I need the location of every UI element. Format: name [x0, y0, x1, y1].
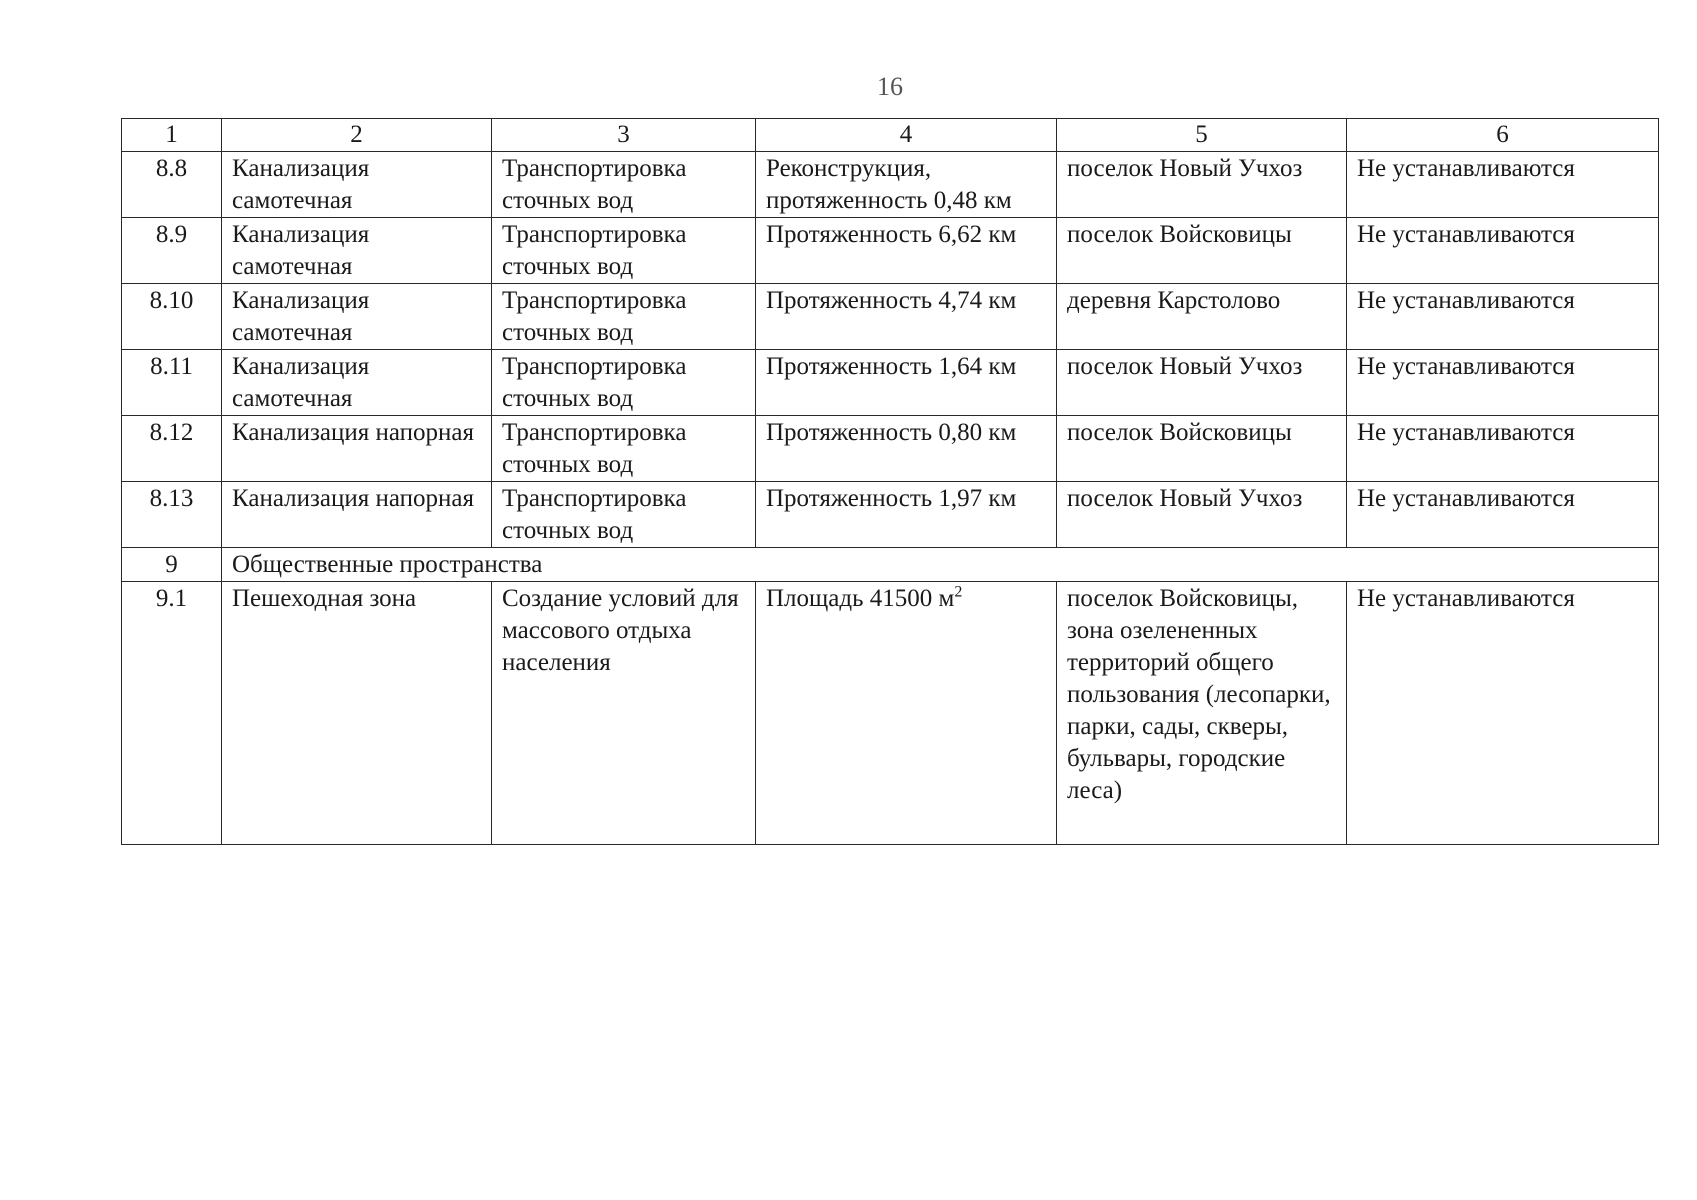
column-header: 1	[122, 119, 222, 152]
object-location: поселок Войсковицы	[1057, 218, 1347, 284]
section-number: 9	[122, 548, 222, 582]
object-name: Канализация самотечная	[222, 284, 492, 350]
section-row	[122, 548, 1659, 582]
table-row	[122, 152, 1659, 218]
row-number: 8.8	[122, 152, 222, 218]
object-location: поселок Новый Учхоз	[1057, 482, 1347, 548]
row-number: 8.12	[122, 416, 222, 482]
object-location: деревня Карстолово	[1057, 284, 1347, 350]
row-number: 9.1	[122, 582, 222, 845]
object-zones: Не устанавливаются	[1347, 284, 1659, 350]
object-characteristics: Реконструкция, протяженность 0,48 км	[756, 152, 1057, 218]
object-purpose: Транспортировка сточных вод	[492, 284, 756, 350]
object-characteristics: Протяженность 6,62 км	[756, 218, 1057, 284]
object-location: поселок Войсковицы	[1057, 416, 1347, 482]
object-purpose: Создание условий для массового отдыха населения	[492, 582, 756, 845]
page-number: 16	[877, 72, 903, 101]
object-characteristics: Протяженность 1,64 км	[756, 350, 1057, 416]
area-value: Площадь 41500 м	[766, 585, 955, 612]
table-row	[122, 482, 1659, 548]
object-zones: Не устанавливаются	[1347, 350, 1659, 416]
object-purpose: Транспортировка сточных вод	[492, 350, 756, 416]
object-name: Канализация самотечная	[222, 218, 492, 284]
object-purpose: Транспортировка сточных вод	[492, 218, 756, 284]
object-location: поселок Новый Учхоз	[1057, 350, 1347, 416]
object-name: Канализация напорная	[222, 482, 492, 548]
object-name: Канализация самотечная	[222, 152, 492, 218]
object-zones: Не устанавливаются	[1347, 152, 1659, 218]
object-location: поселок Новый Учхоз	[1057, 152, 1347, 218]
object-location: поселок Войсковицы, зона озелененных территорий общего пользования (лесопарки, парки, сады, скверы, бульвары, городские леса)	[1057, 582, 1347, 845]
table-row	[122, 350, 1659, 416]
object-purpose: Транспортировка сточных вод	[492, 416, 756, 482]
object-name: Канализация самотечная	[222, 350, 492, 416]
column-header: 6	[1347, 119, 1659, 152]
column-header: 4	[756, 119, 1057, 152]
table-row	[122, 218, 1659, 284]
object-zones: Не устанавливаются	[1347, 582, 1659, 845]
object-zones: Не устанавливаются	[1347, 416, 1659, 482]
table-row	[122, 416, 1659, 482]
table-row	[122, 582, 1659, 845]
table-row	[122, 284, 1659, 350]
row-number: 8.10	[122, 284, 222, 350]
column-header: 5	[1057, 119, 1347, 152]
column-header: 3	[492, 119, 756, 152]
object-zones: Не устанавливаются	[1347, 218, 1659, 284]
row-number: 8.9	[122, 218, 222, 284]
row-number: 8.11	[122, 350, 222, 416]
row-number: 8.13	[122, 482, 222, 548]
object-characteristics: Протяженность 1,97 км	[756, 482, 1057, 548]
section-title: Общественные пространства	[222, 548, 1659, 582]
object-purpose: Транспортировка сточных вод	[492, 152, 756, 218]
object-characteristics: Протяженность 0,80 км	[756, 416, 1057, 482]
column-header: 2	[222, 119, 492, 152]
object-name: Пешеходная зона	[222, 582, 492, 845]
object-characteristics: Протяженность 4,74 км	[756, 284, 1057, 350]
object-name: Канализация напорная	[222, 416, 492, 482]
object-characteristics	[756, 582, 1057, 845]
area-unit-superscript: 2	[954, 583, 963, 601]
table-header-row	[122, 119, 1659, 152]
object-purpose: Транспортировка сточных вод	[492, 482, 756, 548]
object-zones: Не устанавливаются	[1347, 482, 1659, 548]
objects-table	[121, 118, 1659, 845]
